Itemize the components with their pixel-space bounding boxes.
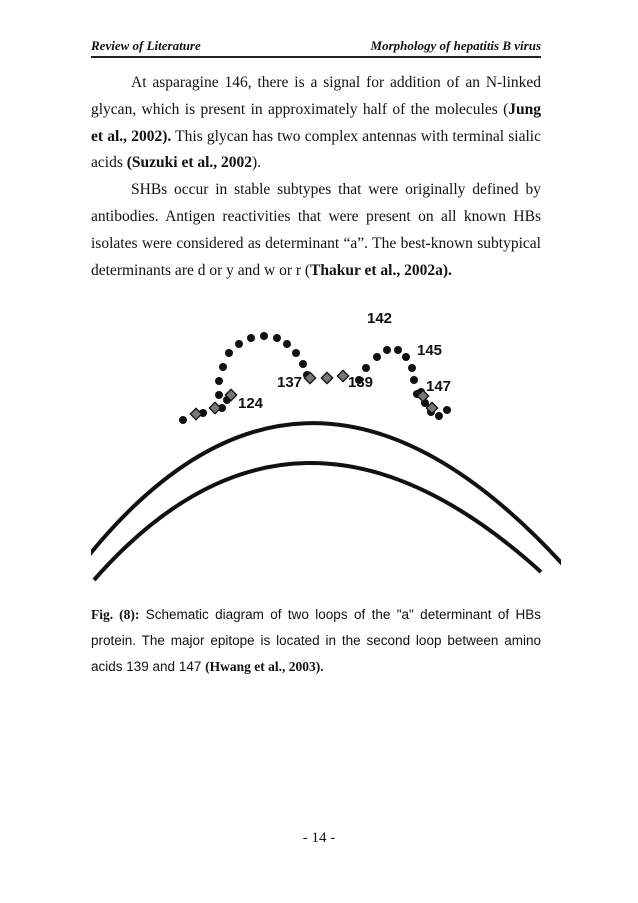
membrane-outer-arc [91,423,561,585]
running-header [91,36,541,58]
figure-label: Fig. (8): [91,607,140,622]
residue-label-145: 145 [417,342,443,359]
residue-label-137: 137 [277,374,303,391]
body-text [91,70,541,284]
caption-text: Schematic diagram of two loops of the "a" determinant of HBs protein. The major epitope is located in the second loop between amino acids 139 and 147 [91,607,541,674]
paragraph-glycan [91,70,541,177]
residue-label-142: 142 [367,310,393,327]
citation: (Suzuki et al., 2002 [126,154,253,172]
paragraph-text: ). [252,154,262,172]
page-number: - 14 - [302,830,336,846]
citation: Jung et al., 2002). [91,100,541,145]
schematic-diagram [91,300,561,590]
header-section-title: Review of Literature [91,38,201,53]
glycosylation-diamonds [190,370,437,419]
figure-a-determinant [91,300,561,590]
paragraph-subtypes [91,177,541,284]
residue-label-124: 124 [238,395,264,412]
paragraph-text: This glycan has two complex antennas with terminal sialic acids [91,127,541,172]
residue-label-139: 139 [348,374,374,391]
figure-caption [91,602,541,680]
paragraph-text: At asparagine 146, there is a signal for addition of an N-linked glycan, which is present in approximately half of the molecules ( [91,74,541,118]
paragraph-text: SHBs occur in stable subtypes that were originally defined by antibodies. Antigen reactivities that were present on all known HBs isolates were considered as determinant “a”. The best-known subtypical determinants are d or y and w or r ( [91,181,541,279]
citation: Thakur et al., 2002a). [310,261,452,279]
caption-citation: (Hwang et al., 2003). [205,659,324,674]
header-chapter-title: Morphology of hepatitis B virus [370,38,541,53]
residue-label-147: 147 [426,378,452,395]
